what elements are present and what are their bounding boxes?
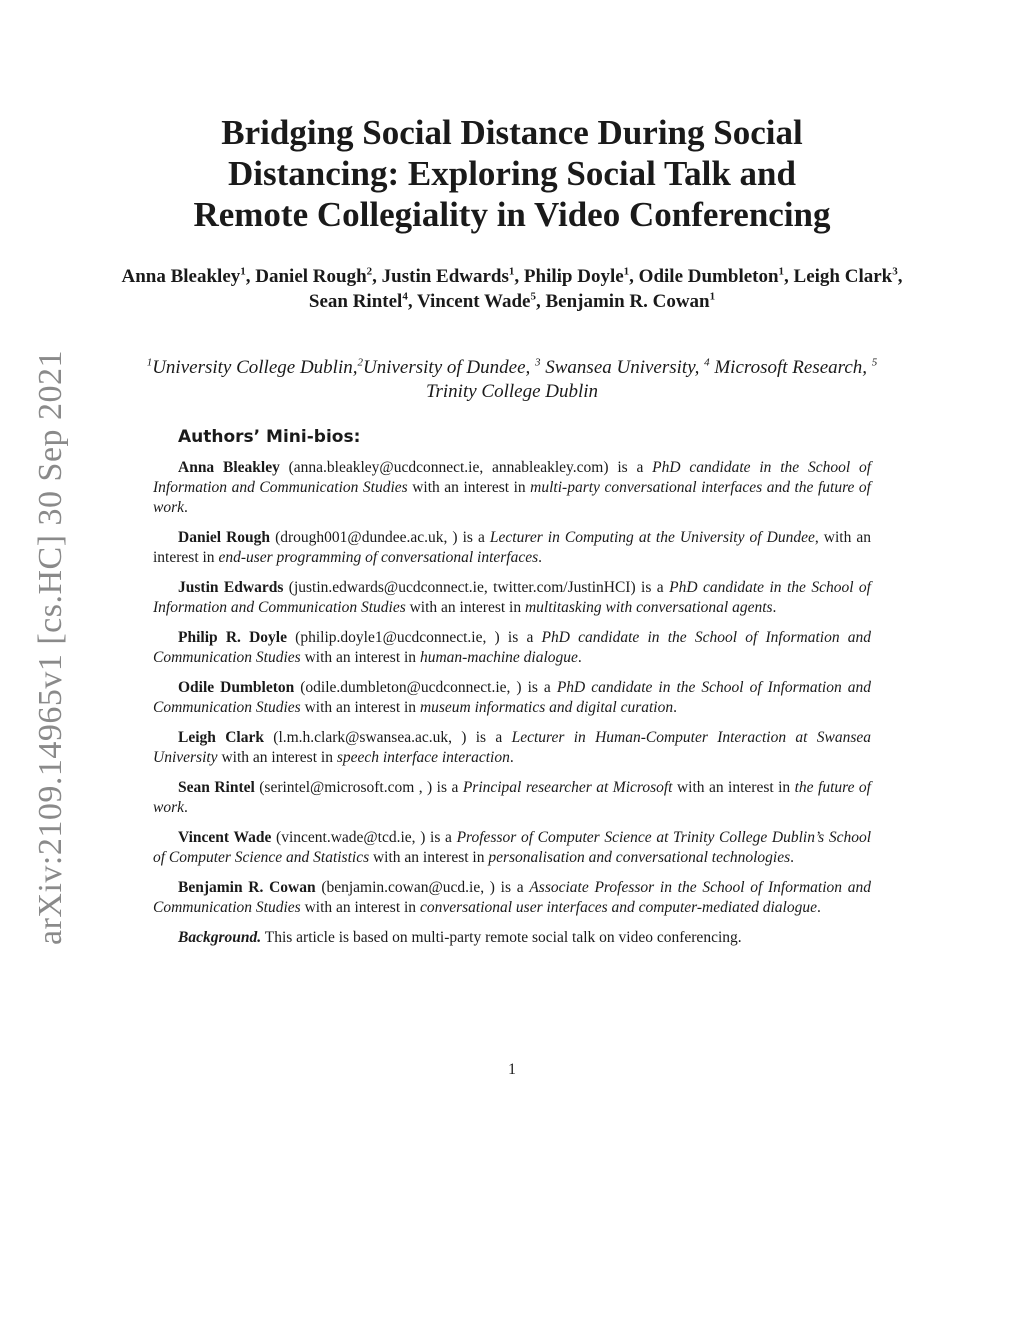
author-bio (153, 528, 871, 568)
affiliation-number: 4 (704, 356, 710, 369)
bio-end: . (577, 649, 582, 666)
bio-role: PhD candidate in the School of Information and Communication Studies (153, 629, 872, 666)
bio-contact: (philip.doyle1@ucdconnect.ie, ) is a (286, 629, 542, 646)
author-name: Philip Doyle (523, 266, 624, 287)
author-name: Daniel Rough (255, 266, 367, 287)
bio-connector: with an interest in (217, 749, 337, 766)
author-name: Benjamin R. Cowan (545, 291, 710, 312)
affiliation-number: 2 (357, 356, 363, 369)
affiliation-marker: 4 (402, 290, 408, 303)
background-lead: Background. (178, 929, 262, 946)
bio-contact: (serintel@microsoft.com , ) is a (254, 779, 463, 796)
bio-contact: (drough001@dundee.ac.uk, ) is a (270, 529, 490, 546)
author-separator: , (514, 266, 524, 287)
bio-connector: with an interest in (300, 699, 420, 716)
affiliation-name: University of Dundee, (362, 357, 535, 378)
author-bio (153, 678, 871, 718)
bio-end: . (772, 599, 777, 616)
bio-role: PhD candidate in the School of Information and Communication Studies (153, 679, 872, 716)
author-bios (153, 458, 871, 958)
affiliation-marker: 3 (892, 265, 898, 278)
bio-interest: human-machine dialogue (419, 649, 578, 666)
bios-heading: Authors’ Mini-bios: (178, 427, 361, 447)
author-name: Justin Edwards (381, 266, 509, 287)
bio-connector: with an interest in (672, 779, 795, 796)
author-list (120, 264, 904, 314)
background-text: This article is based on multi-party remote social talk on video conferencing. (261, 929, 742, 946)
bio-interest: multi-party conversational interfaces and the future of work (153, 479, 871, 516)
bio-interest: personalisation and conversational technologies (488, 849, 791, 866)
affiliation-marker: 1 (778, 265, 785, 278)
author-separator: , (535, 291, 546, 312)
author-separator: , (897, 266, 903, 287)
author-separator: , (372, 266, 382, 287)
affiliation-number: 5 (871, 356, 878, 369)
arxiv-identifier: arXiv:2109.14965v1 [cs.HC] 30 Sep 2021 (32, 349, 69, 945)
bio-contact: (anna.bleakley@ucdconnect.ie, annableakley.com) is a (279, 459, 653, 476)
bio-name: Justin Edwards (178, 579, 284, 596)
bio-end: . (673, 699, 677, 716)
bio-interest: speech interface interaction (336, 749, 510, 766)
bio-contact: (justin.edwards@ucdconnect.ie, twitter.com/JustinHCI) is a (283, 579, 670, 596)
bio-interest: multitasking with conversational agents (524, 599, 773, 616)
author-bio (153, 628, 871, 668)
bio-name: Philip R. Doyle (178, 629, 287, 646)
bio-contact: (odile.dumbleton@ucdconnect.ie, ) is a (294, 679, 557, 696)
author-bio (153, 728, 871, 768)
background-paragraph (153, 928, 871, 948)
title-line: Remote Collegiality in Video Conferencing (193, 195, 831, 234)
bio-name: Benjamin R. Cowan (178, 879, 316, 896)
bio-end: . (538, 549, 543, 566)
bio-role: PhD candidate in the School of Information and Communication Studies (153, 579, 871, 616)
bio-end: . (184, 499, 188, 516)
bio-interest: end-user programming of conversational interfaces (218, 549, 539, 566)
author-bio (153, 458, 871, 518)
bio-contact: (l.m.h.clark@swansea.ac.uk, ) is a (263, 729, 512, 746)
bio-name: Sean Rintel (178, 779, 255, 796)
author-name: Odile Dumbleton (638, 266, 779, 287)
bio-interest: the future of work (153, 779, 871, 816)
bio-connector: with an interest in (300, 649, 420, 666)
author-name: Leigh Clark (793, 266, 893, 287)
bio-role: Principal researcher at Microsoft (462, 779, 673, 796)
bio-end: . (816, 899, 821, 916)
bio-interest: museum informatics and digital curation (419, 699, 674, 716)
author-separator: , (407, 291, 417, 312)
affiliation-marker: 2 (366, 265, 373, 278)
affiliation-marker: 5 (530, 290, 536, 303)
affiliation-marker: 1 (709, 290, 716, 303)
affiliation-list (120, 356, 904, 404)
author-separator: , (784, 266, 794, 287)
bio-end: . (184, 799, 188, 816)
bio-name: Leigh Clark (178, 729, 264, 746)
affiliation-name: University College Dublin, (152, 357, 358, 378)
author-bio (153, 578, 871, 618)
affiliation-marker: 1 (508, 265, 515, 278)
author-name: Anna Bleakley (121, 266, 241, 287)
title-line: Bridging Social Distance During Social (221, 113, 803, 152)
bio-end: . (509, 749, 514, 766)
author-separator: , (629, 266, 639, 287)
affiliation-name: Swansea University, (540, 357, 705, 378)
bio-connector: with an interest in (405, 599, 525, 616)
bio-name: Daniel Rough (178, 529, 271, 546)
bio-contact: (vincent.wade@tcd.ie, ) is a (271, 829, 457, 846)
affiliation-name: Microsoft Research, (709, 357, 872, 378)
bio-end: . (790, 849, 795, 866)
bio-connector: , with an interest in (153, 529, 872, 566)
author-bio (153, 878, 871, 918)
bio-connector: with an interest in (407, 479, 531, 496)
bio-role: Associate Professor in the School of Information and Communication Studies (153, 879, 872, 916)
bio-role: Lecturer in Human-Computer Interaction at Swansea University (153, 729, 871, 766)
paper-title (120, 112, 904, 235)
page-number: 1 (508, 1061, 516, 1078)
bio-name: Anna Bleakley (178, 459, 280, 476)
affiliation-number: 1 (146, 356, 153, 369)
author-name: Vincent Wade (416, 291, 531, 312)
author-separator: , (245, 266, 256, 287)
affiliation-number: 3 (535, 356, 541, 369)
bio-role: Professor of Computer Science at Trinity College Dublin’s School of Computer Science and Statistics (153, 829, 872, 866)
bio-connector: with an interest in (300, 899, 420, 916)
author-bio (153, 778, 871, 818)
affiliation-marker: 1 (240, 265, 246, 278)
affiliation-marker: 1 (623, 265, 630, 278)
bio-contact: (benjamin.cowan@ucd.ie, ) is a (315, 879, 530, 896)
bio-connector: with an interest in (369, 849, 489, 866)
title-line: Distancing: Exploring Social Talk and (228, 154, 796, 193)
bio-interest: conversational user interfaces and computer-mediated dialogue (419, 899, 817, 916)
author-bio (153, 828, 871, 868)
bio-role: PhD candidate in the School of Information and Communication Studies (153, 459, 871, 496)
author-name: Sean Rintel (308, 291, 403, 312)
bio-role: Lecturer in Computing at the University of Dundee (489, 529, 815, 546)
bio-name: Odile Dumbleton (178, 679, 295, 696)
affiliation-name: Trinity College Dublin (425, 381, 599, 402)
bio-name: Vincent Wade (178, 829, 272, 846)
